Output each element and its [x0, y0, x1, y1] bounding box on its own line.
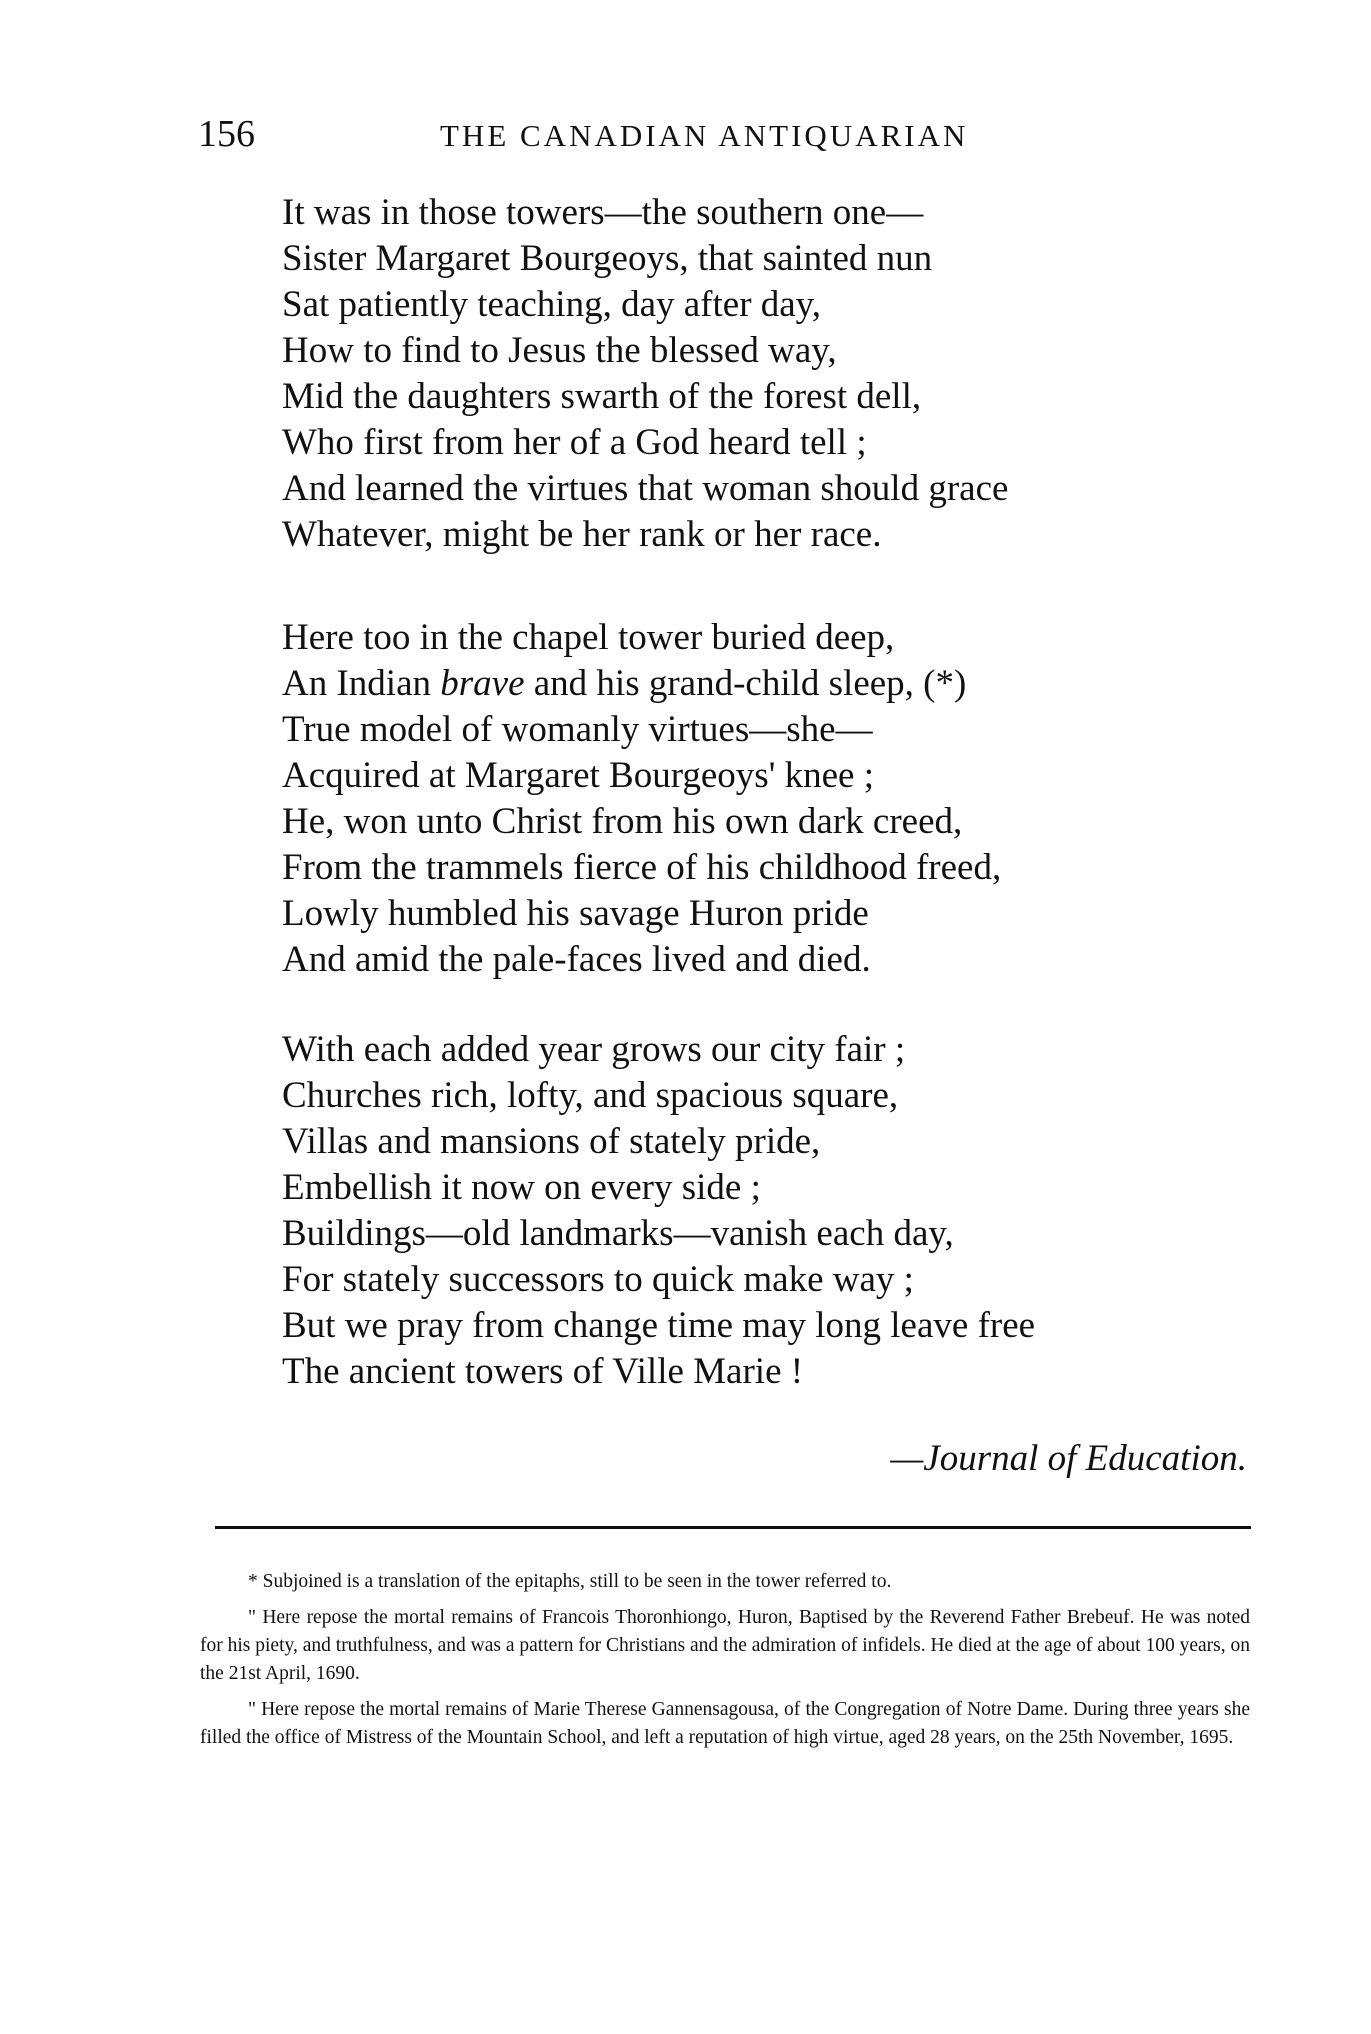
poem-line: Buildings—old landmarks—vanish each day,: [282, 1213, 954, 1254]
poem-line: An Indian brave and his grand-child sleep, (*): [282, 663, 967, 704]
poem-line: And learned the virtues that woman should grace: [282, 468, 1009, 509]
poem-line: Lowly humbled his savage Huron pride: [282, 893, 869, 934]
poem-line: Sister Margaret Bourgeoys, that sainted nun: [282, 238, 933, 279]
poem-line: Embellish it now on every side ;: [282, 1167, 761, 1208]
poem-line: With each added year grows our city fair ;: [282, 1029, 906, 1070]
poem-line: Sat patiently teaching, day after day,: [282, 284, 822, 325]
footnote-epitaph-gannensagousa: " Here repose the mortal remains of Marie Therese Gannensagousa, of the Congregation of Notre Dame. During three years she filled the office of Mistress of the Mountain School, and left a reputation of high virtue, aged 28 years, on the 25th November, 1695.: [200, 1699, 1250, 1748]
poem-attribution: —Journal of Education.: [890, 1438, 1247, 1479]
poem-line: He, won unto Christ from his own dark creed,: [282, 801, 963, 842]
poem-stanza-3: [282, 1027, 1035, 1395]
poem-line: How to find to Jesus the blessed way,: [282, 330, 837, 371]
footnote-epitaph-thoronhiongo: " Here repose the mortal remains of Francois Thoronhiongo, Huron, Baptised by the Reverend Father Brebeuf. He was noted for his piety, and truthfulness, and was a pattern for Christians and the admiration of infidels. He died at the age of about 100 years, on the 21st April, 1690.: [200, 1607, 1250, 1684]
poem-line: And amid the pale-faces lived and died.: [282, 939, 871, 980]
poem-line: Villas and mansions of stately pride,: [282, 1121, 821, 1162]
poem-line: From the trammels fierce of his childhood freed,: [282, 847, 1002, 888]
poem-line: Who first from her of a God heard tell ;: [282, 422, 867, 463]
footnote-intro: * Subjoined is a translation of the epitaphs, still to be seen in the tower referred to.: [248, 1571, 892, 1592]
poem-stanza-1: [282, 190, 1008, 558]
poem-line: Here too in the chapel tower buried deep,: [282, 617, 895, 658]
footnote-divider: [215, 1526, 1251, 1529]
poem-line: It was in those towers—the southern one—: [282, 192, 924, 233]
poem-line: Acquired at Margaret Bourgeoys' knee ;: [282, 755, 874, 796]
footnotes: [200, 1568, 1250, 1760]
page-number: 156: [198, 113, 255, 155]
running-head: THE CANADIAN ANTIQUARIAN: [440, 118, 969, 153]
poem-line: The ancient towers of Ville Marie !: [282, 1351, 804, 1392]
poem-line: For stately successors to quick make way ;: [282, 1259, 914, 1300]
italic-word: brave: [440, 663, 525, 704]
poem-line: Churches rich, lofty, and spacious square,: [282, 1075, 899, 1116]
poem-stanza-2: [282, 615, 1001, 983]
poem-line: Mid the daughters swarth of the forest dell,: [282, 376, 922, 417]
poem-line: True model of womanly virtues—she—: [282, 709, 873, 750]
poem-line: Whatever, might be her rank or her race.: [282, 514, 882, 555]
poem-line: But we pray from change time may long leave free: [282, 1305, 1036, 1346]
